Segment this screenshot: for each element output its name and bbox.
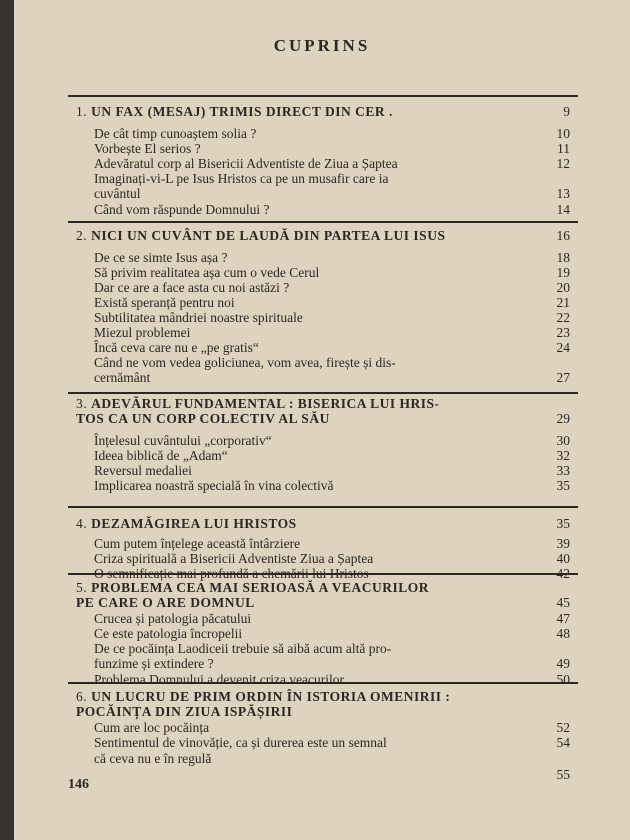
entry-title: Să privim realitatea așa cum o vede Cerul (94, 265, 320, 280)
entry-text (94, 720, 209, 736)
entry-title: PE CARE O ARE DOMNUL (76, 595, 255, 610)
entry-page: 29 (556, 411, 570, 426)
entry-page: 39 (556, 536, 570, 551)
chapter-number: 2. (76, 228, 88, 243)
entry-page: 24 (556, 340, 570, 355)
entry-page: 54 (556, 735, 570, 750)
entry-text (94, 186, 141, 202)
entry-title: Ideea biblică de „Adam“ (94, 448, 228, 463)
toc-entry (14, 325, 630, 341)
entry-page: 33 (556, 463, 570, 478)
chapter-heading (14, 396, 630, 412)
chapter-number: 6. (76, 689, 88, 704)
entry-page: 22 (556, 310, 570, 325)
entry-title: Miezul problemei (94, 325, 191, 340)
entry-page: 12 (556, 156, 570, 171)
chapter-number: 4. (76, 516, 88, 531)
toc-entry (14, 202, 630, 218)
toc-entry (14, 370, 630, 386)
page-title: CUPRINS (273, 36, 371, 55)
table-of-contents (14, 0, 630, 840)
entry-page: 21 (556, 295, 570, 310)
entry-text (94, 536, 300, 552)
entry-page: 9 (563, 104, 570, 119)
entry-title: NICI UN CUVÂNT DE LAUDĂ DIN PARTEA LUI ISUS (91, 228, 446, 243)
entry-title: Criza spirituală a Bisericii Adventiste Ziua a Șaptea (94, 551, 374, 566)
entry-title: Cum putem înțelege această întârziere (94, 536, 301, 551)
entry-page: 49 (556, 656, 570, 671)
entry-title: funzime și extindere ? (94, 656, 214, 671)
entry-text (94, 672, 344, 688)
entry-text (94, 310, 303, 326)
entry-page: 40 (556, 551, 570, 566)
entry-page: 48 (556, 626, 570, 641)
toc-entry (14, 478, 630, 494)
entry-text (76, 228, 445, 244)
entry-title: cernământ (94, 370, 151, 385)
entry-title: Dar ce are a face asta cu noi astăzi ? (94, 280, 290, 295)
toc-entry (14, 611, 630, 627)
entry-title: Când ne vom vedea goliciunea, vom avea, firește și dis- (94, 355, 396, 370)
section-rule (68, 392, 578, 394)
entry-text (94, 751, 211, 767)
entry-page: 47 (556, 611, 570, 626)
entry-text (76, 396, 440, 412)
chapter-heading (14, 689, 630, 705)
toc-entry (14, 536, 630, 552)
entry-title: Vorbește El serios ? (94, 141, 201, 156)
entry-text (76, 104, 393, 120)
entry-page: 19 (556, 265, 570, 280)
entry-title: De ce pocăința Laodiceii trebuie să aibă acum altă pro- (94, 641, 392, 656)
entry-text (94, 250, 227, 266)
entry-title: Înțelesul cuvântului „corporativ“ (94, 433, 272, 448)
chapter-heading (14, 411, 630, 427)
entry-page: 18 (556, 250, 570, 265)
chapter-number: 5. (76, 580, 88, 595)
entry-title: De cât timp cunoaștem solia ? (94, 126, 257, 141)
entry-page: 30 (556, 433, 570, 448)
toc-entry (14, 656, 630, 672)
entry-page: 50 (556, 672, 570, 687)
entry-title: Reversul medaliei (94, 463, 192, 478)
entry-text (94, 478, 334, 494)
toc-entry (14, 295, 630, 311)
toc-entry (14, 720, 630, 736)
toc-entry (14, 141, 630, 157)
toc-entry (14, 767, 630, 783)
entry-title: UN FAX (MESAJ) TRIMIS DIRECT DIN CER (91, 104, 386, 119)
toc-entry (14, 186, 630, 202)
chapter-heading (14, 104, 630, 120)
section-rule (68, 95, 578, 97)
entry-title: Există speranță pentru noi (94, 295, 235, 310)
entry-text (94, 280, 289, 296)
toc-entry (14, 355, 630, 371)
entry-dots: . (385, 104, 393, 119)
entry-text (76, 704, 292, 720)
toc-entry (14, 433, 630, 449)
entry-title: TOS CA UN CORP COLECTIV AL SĂU (76, 411, 330, 426)
toc-entry (14, 641, 630, 657)
entry-title: Adevăratul corp al Bisericii Adventiste de Ziua a Șaptea (94, 156, 398, 171)
entry-title: O semnificație mai profundă a chemării lui Hristos (94, 566, 369, 581)
toc-entry (14, 340, 630, 356)
entry-text (94, 656, 214, 672)
toc-entry (14, 280, 630, 296)
toc-entry (14, 265, 630, 281)
entry-title: POCĂINȚA DIN ZIUA ISPĂȘIRII (76, 704, 293, 719)
entry-text (94, 171, 389, 187)
entry-page: 14 (556, 202, 570, 217)
toc-entry (14, 672, 630, 688)
entry-text (94, 641, 391, 657)
entry-text (94, 611, 251, 627)
entry-text (94, 141, 201, 157)
entry-text (94, 265, 319, 281)
entry-page: 10 (556, 126, 570, 141)
section-rule (68, 506, 578, 508)
entry-text (94, 355, 396, 371)
entry-text (94, 202, 269, 218)
toc-entry (14, 463, 630, 479)
entry-page: 20 (556, 280, 570, 295)
entry-title: Ce este patologia încropelii (94, 626, 243, 641)
entry-page: 32 (556, 448, 570, 463)
entry-text (94, 126, 256, 142)
entry-title: Crucea și patologia păcatului (94, 611, 252, 626)
toc-entry (14, 735, 630, 751)
entry-text (94, 626, 242, 642)
entry-page: 52 (556, 720, 570, 735)
entry-text (76, 516, 297, 532)
entry-page: 16 (556, 228, 570, 243)
entry-page: 35 (556, 478, 570, 493)
entry-text (94, 433, 272, 449)
book-page (14, 0, 630, 840)
section-rule (68, 221, 578, 223)
entry-page: 23 (556, 325, 570, 340)
toc-entry (14, 551, 630, 567)
toc-entry (14, 171, 630, 187)
toc-entry (14, 250, 630, 266)
page-number: 146 (68, 777, 89, 792)
entry-page: 13 (556, 186, 570, 201)
entry-page: 42 (556, 566, 570, 581)
entry-text (76, 411, 330, 427)
entry-title: De ce se simte Isus așa ? (94, 250, 228, 265)
entry-title: Imaginați-vi-L pe Isus Hristos ca pe un musafir care ia (94, 171, 389, 186)
entry-text (76, 595, 255, 611)
entry-text (94, 370, 150, 386)
entry-page: 11 (557, 141, 570, 156)
chapter-heading (14, 704, 630, 720)
entry-title: PROBLEMA CEA MAI SERIOASĂ A VEACURILOR (91, 580, 430, 595)
entry-text (76, 689, 450, 705)
chapter-number: 1. (76, 104, 88, 119)
toc-entry (14, 751, 630, 767)
entry-title: UN LUCRU DE PRIM ORDIN ÎN ISTORIA OMENIRII : (91, 689, 451, 704)
toc-entry (14, 126, 630, 142)
chapter-heading (14, 228, 630, 244)
entry-title: cuvântul (94, 186, 141, 201)
entry-text (94, 448, 228, 464)
entry-title: Sentimentul de vinovăție, ca și durerea este un semnal (94, 735, 387, 750)
chapter-heading (14, 595, 630, 611)
entry-title: Când vom răspunde Domnului ? (94, 202, 270, 217)
entry-page: 55 (556, 767, 570, 782)
chapter-number: 3. (76, 396, 88, 411)
entry-title: că ceva nu e în regulă (94, 751, 212, 766)
entry-text (94, 325, 190, 341)
entry-text (94, 463, 192, 479)
entry-title: Încă ceva care nu e „pe gratis“ (94, 340, 259, 355)
entry-title: ADEVĂRUL FUNDAMENTAL : BISERICA LUI HRIS- (91, 396, 440, 411)
toc-entry (14, 156, 630, 172)
chapter-heading (14, 580, 630, 596)
toc-entry (14, 626, 630, 642)
entry-text (94, 340, 259, 356)
entry-title: Subtilitatea mândriei noastre spirituale (94, 310, 303, 325)
entry-text (94, 295, 235, 311)
entry-text (76, 580, 429, 596)
entry-text (94, 156, 398, 172)
entry-title: DEZAMĂGIREA LUI HRISTOS (91, 516, 297, 531)
entry-page: 35 (556, 516, 570, 531)
toc-entry (14, 448, 630, 464)
entry-text (94, 551, 373, 567)
entry-title: Implicarea noastră specială în vina colectivă (94, 478, 334, 493)
entry-page: 45 (556, 595, 570, 610)
entry-page: 27 (556, 370, 570, 385)
entry-title: Cum are loc pocăința (94, 720, 210, 735)
toc-entry (14, 310, 630, 326)
chapter-heading (14, 516, 630, 532)
entry-text (94, 735, 387, 751)
entry-title: Problema Domnului a devenit criza veacurilor (94, 672, 345, 687)
